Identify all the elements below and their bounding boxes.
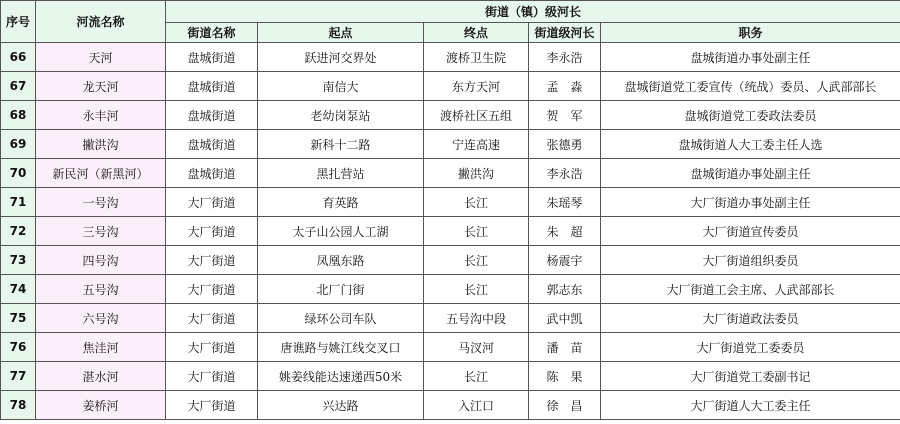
position-cell: 大厂街道政法委员 (601, 304, 900, 333)
end-point-cell: 长江 (424, 188, 529, 217)
street-name-cell: 盘城街道 (166, 130, 258, 159)
river-name-header: 河流名称 (36, 1, 166, 43)
end-point-cell: 入江口 (424, 391, 529, 420)
street-name-cell: 盘城街道 (166, 43, 258, 72)
river-chief-cell: 贺 军 (529, 101, 601, 130)
position-cell: 大厂街道人大工委主任 (601, 391, 900, 420)
river-name-cell: 焦洼河 (36, 333, 166, 362)
position-cell: 大厂街道宣传委员 (601, 217, 900, 246)
position-cell: 大厂街道办事处副主任 (601, 188, 900, 217)
river-chief-cell: 李永浩 (529, 159, 601, 188)
position-cell: 大厂街道组织委员 (601, 246, 900, 275)
river-name-cell: 五号沟 (36, 275, 166, 304)
start-point-cell: 北厂门街 (258, 275, 424, 304)
river-chief-cell: 朱 超 (529, 217, 601, 246)
street-name-cell: 大厂街道 (166, 275, 258, 304)
table-row (1, 130, 900, 159)
start-point-cell: 老幼岗泵站 (258, 101, 424, 130)
end-point-cell: 东方天河 (424, 72, 529, 101)
street-name-cell: 盘城街道 (166, 72, 258, 101)
table-row (1, 72, 900, 101)
table-row (1, 362, 900, 391)
table-row (1, 333, 900, 362)
river-chief-cell: 李永浩 (529, 43, 601, 72)
position-cell: 盘城街道办事处副主任 (601, 43, 900, 72)
row-number-cell: 75 (1, 304, 36, 333)
chief-header: 街道级河长 (529, 23, 601, 43)
start-point-cell: 南信大 (258, 72, 424, 101)
street-name-cell: 大厂街道 (166, 188, 258, 217)
row-number-cell: 78 (1, 391, 36, 420)
table-body (1, 43, 900, 420)
position-cell: 盘城街道人大工委主任人选 (601, 130, 900, 159)
street-name-cell: 盘城街道 (166, 159, 258, 188)
end-point-cell: 撇洪沟 (424, 159, 529, 188)
header-row (1, 1, 900, 23)
start-point-cell: 唐谯路与姚江线交叉口 (258, 333, 424, 362)
end-point-cell: 长江 (424, 275, 529, 304)
row-number-cell: 74 (1, 275, 36, 304)
table-row (1, 391, 900, 420)
start-point-cell: 绿环公司车队 (258, 304, 424, 333)
row-number-cell: 71 (1, 188, 36, 217)
table-row (1, 188, 900, 217)
start-point-cell: 育英路 (258, 188, 424, 217)
row-number-cell: 70 (1, 159, 36, 188)
position-cell: 大厂街道党工委委员 (601, 333, 900, 362)
street-name-cell: 大厂街道 (166, 391, 258, 420)
row-number-cell: 68 (1, 101, 36, 130)
start-header: 起点 (258, 23, 424, 43)
street-name-cell: 大厂街道 (166, 333, 258, 362)
river-chief-cell: 郭志东 (529, 275, 601, 304)
river-name-cell: 永丰河 (36, 101, 166, 130)
position-cell: 盘城街道办事处副主任 (601, 159, 900, 188)
position-cell: 大厂街道党工委副书记 (601, 362, 900, 391)
table-row (1, 217, 900, 246)
row-number-cell: 69 (1, 130, 36, 159)
river-name-cell: 新民河（新黑河） (36, 159, 166, 188)
end-point-cell: 马汊河 (424, 333, 529, 362)
start-point-cell: 跃进河交界处 (258, 43, 424, 72)
river-name-cell: 湛水河 (36, 362, 166, 391)
street-name-cell: 大厂街道 (166, 304, 258, 333)
table-row (1, 101, 900, 130)
start-point-cell: 新科十二路 (258, 130, 424, 159)
start-point-cell: 凤凰东路 (258, 246, 424, 275)
row-number-cell: 76 (1, 333, 36, 362)
river-name-cell: 三号沟 (36, 217, 166, 246)
river-name-cell: 六号沟 (36, 304, 166, 333)
river-chief-cell: 潘 苗 (529, 333, 601, 362)
end-point-cell: 渡桥卫生院 (424, 43, 529, 72)
river-chief-cell: 武中凯 (529, 304, 601, 333)
river-chief-cell: 张德勇 (529, 130, 601, 159)
river-name-cell: 姜桥河 (36, 391, 166, 420)
row-number-cell: 72 (1, 217, 36, 246)
table-row (1, 43, 900, 72)
table-row (1, 159, 900, 188)
start-point-cell: 姚姜线能达速递西50米 (258, 362, 424, 391)
river-name-cell: 一号沟 (36, 188, 166, 217)
river-chief-cell: 陈 果 (529, 362, 601, 391)
end-point-cell: 五号沟中段 (424, 304, 529, 333)
street-name-cell: 盘城街道 (166, 101, 258, 130)
end-header: 终点 (424, 23, 529, 43)
table-row (1, 246, 900, 275)
start-point-cell: 黑扎营站 (258, 159, 424, 188)
street-name-cell: 大厂街道 (166, 246, 258, 275)
river-name-cell: 龙天河 (36, 72, 166, 101)
street-name-cell: 大厂街道 (166, 362, 258, 391)
row-number-cell: 67 (1, 72, 36, 101)
index-header: 序号 (1, 1, 36, 43)
position-header: 职务 (601, 23, 900, 43)
start-point-cell: 太子山公园人工湖 (258, 217, 424, 246)
end-point-cell: 宁连高速 (424, 130, 529, 159)
position-cell: 盘城街道党工委宣传（统战）委员、人武部部长 (601, 72, 900, 101)
end-point-cell: 长江 (424, 246, 529, 275)
river-name-cell: 四号沟 (36, 246, 166, 275)
table-row (1, 275, 900, 304)
street-name-cell: 大厂街道 (166, 217, 258, 246)
group-header: 街道（镇）级河长 (166, 1, 900, 23)
river-chief-cell: 杨震宇 (529, 246, 601, 275)
row-number-cell: 66 (1, 43, 36, 72)
river-chief-cell: 朱瑶琴 (529, 188, 601, 217)
position-cell: 盘城街道党工委政法委员 (601, 101, 900, 130)
river-name-cell: 撇洪沟 (36, 130, 166, 159)
end-point-cell: 长江 (424, 362, 529, 391)
start-point-cell: 兴达路 (258, 391, 424, 420)
end-point-cell: 渡桥社区五组 (424, 101, 529, 130)
position-cell: 大厂街道工会主席、人武部部长 (601, 275, 900, 304)
end-point-cell: 长江 (424, 217, 529, 246)
table-row (1, 304, 900, 333)
row-number-cell: 73 (1, 246, 36, 275)
street-header: 街道名称 (166, 23, 258, 43)
row-number-cell: 77 (1, 362, 36, 391)
river-chief-cell: 徐 昌 (529, 391, 601, 420)
river-name-cell: 天河 (36, 43, 166, 72)
river-chief-cell: 孟 淼 (529, 72, 601, 101)
